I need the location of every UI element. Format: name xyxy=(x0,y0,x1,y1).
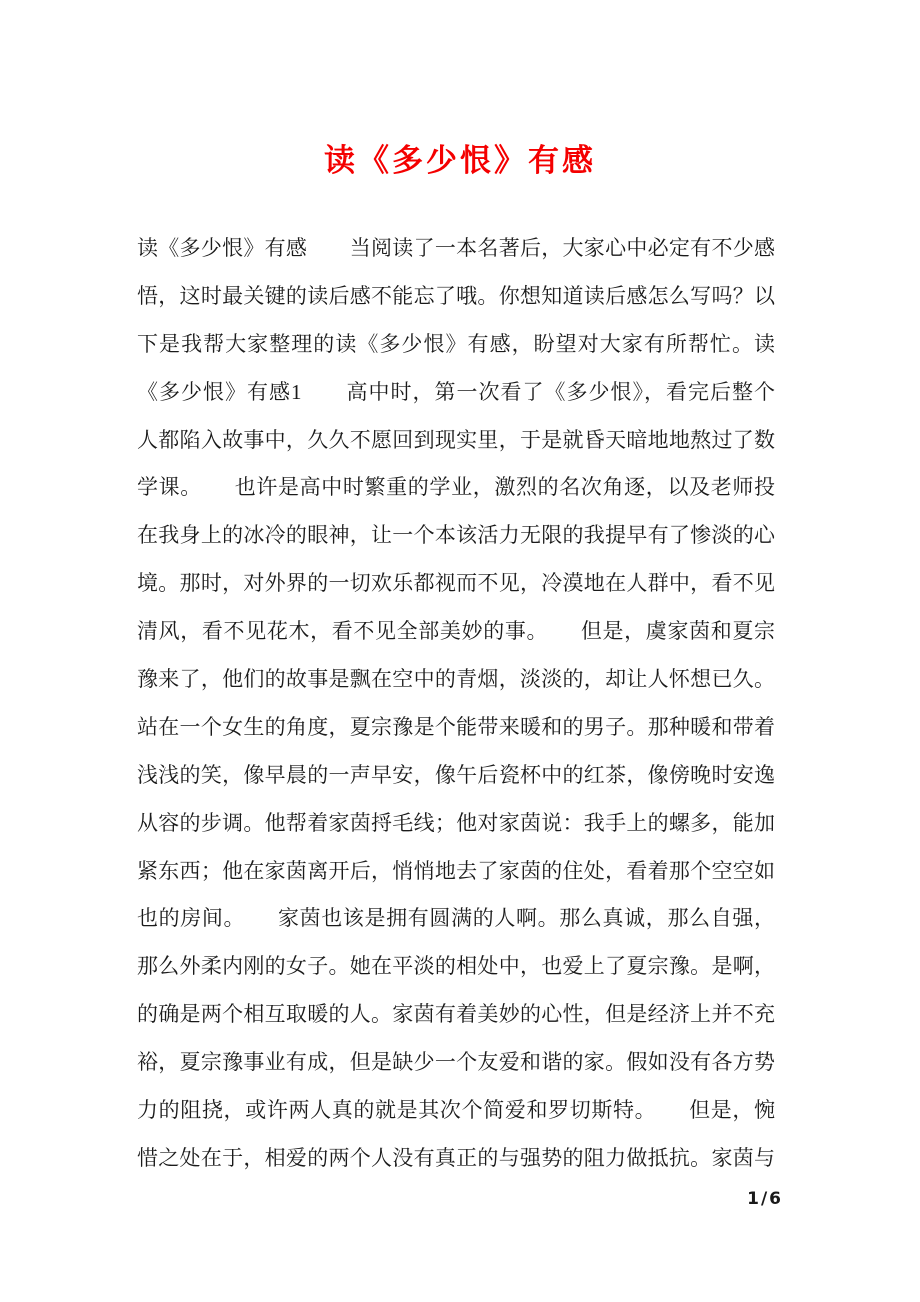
doc-text-line: 也的房间。 家茵也该是拥有圆满的人啊。那么真诚，那么自强， xyxy=(137,906,775,931)
doc-text-line: 惜之处在于，相爱的两个人没有真正的与强势的阻力做抵抗。家茵与 xyxy=(137,1145,775,1170)
doc-text-line: 《多少恨》有感1 高中时，第一次看了《多少恨》，看完后整个 xyxy=(137,379,775,404)
doc-text-line: 豫来了，他们的故事是飘在空中的青烟，淡淡的，却让人怀想已久。 xyxy=(137,667,775,692)
doc-text-line: 力的阻挠，或许两人真的就是其次个简爱和罗切斯特。 但是，惋 xyxy=(137,1098,775,1123)
doc-text-line: 紧东西；他在家茵离开后，悄悄地去了家茵的住处，看着那个空空如 xyxy=(137,858,775,883)
doc-text-line: 悟，这时最关键的读后感不能忘了哦。你想知道读后感怎么写吗？以 xyxy=(137,283,775,308)
doc-text-line: 读《多少恨》有感 当阅读了一本名著后，大家心中必定有不少感 xyxy=(137,236,775,260)
doc-text-line: 浅浅的笑，像早晨的一声早安，像午后瓷杯中的红茶，像傍晚时安逸 xyxy=(137,762,775,787)
doc-text-line: 在我身上的冰冷的眼神，让一个本该活力无限的我提早有了惨淡的心 xyxy=(137,523,775,548)
doc-text-line: 境。那时，对外界的一切欢乐都视而不见，冷漠地在人群中，看不见 xyxy=(137,571,775,596)
doc-text-line: 下是我帮大家整理的读《多少恨》有感，盼望对大家有所帮忙。读 xyxy=(137,331,775,356)
document-title: 读《多少恨》有感 xyxy=(324,143,596,178)
doc-text-line: 从容的步调。他帮着家茵捋毛线；他对家茵说：我手上的螺多，能加 xyxy=(137,810,775,835)
doc-text-line: 裕，夏宗豫事业有成，但是缺少一个友爱和谐的家。假如没有各方势 xyxy=(137,1050,775,1075)
page-number: 1/6 xyxy=(747,1189,783,1209)
doc-text-line: 人都陷入故事中，久久不愿回到现实里，于是就昏天暗地地熬过了数 xyxy=(137,427,775,452)
doc-text-line: 那么外柔内刚的女子。她在平淡的相处中，也爱上了夏宗豫。是啊， xyxy=(137,954,775,979)
doc-text-line: 的确是两个相互取暖的人。家茵有着美妙的心性，但是经济上并不充 xyxy=(137,1002,775,1027)
doc-text-line: 清风，看不见花木，看不见全部美妙的事。 但是，虞家茵和夏宗 xyxy=(137,619,775,644)
doc-text-line: 站在一个女生的角度，夏宗豫是个能带来暖和的男子。那种暖和带着 xyxy=(137,714,775,739)
document-body xyxy=(137,225,775,1183)
doc-text-line: 学课。 也许是高中时繁重的学业，激烈的名次角逐，以及老师投 xyxy=(137,475,775,500)
